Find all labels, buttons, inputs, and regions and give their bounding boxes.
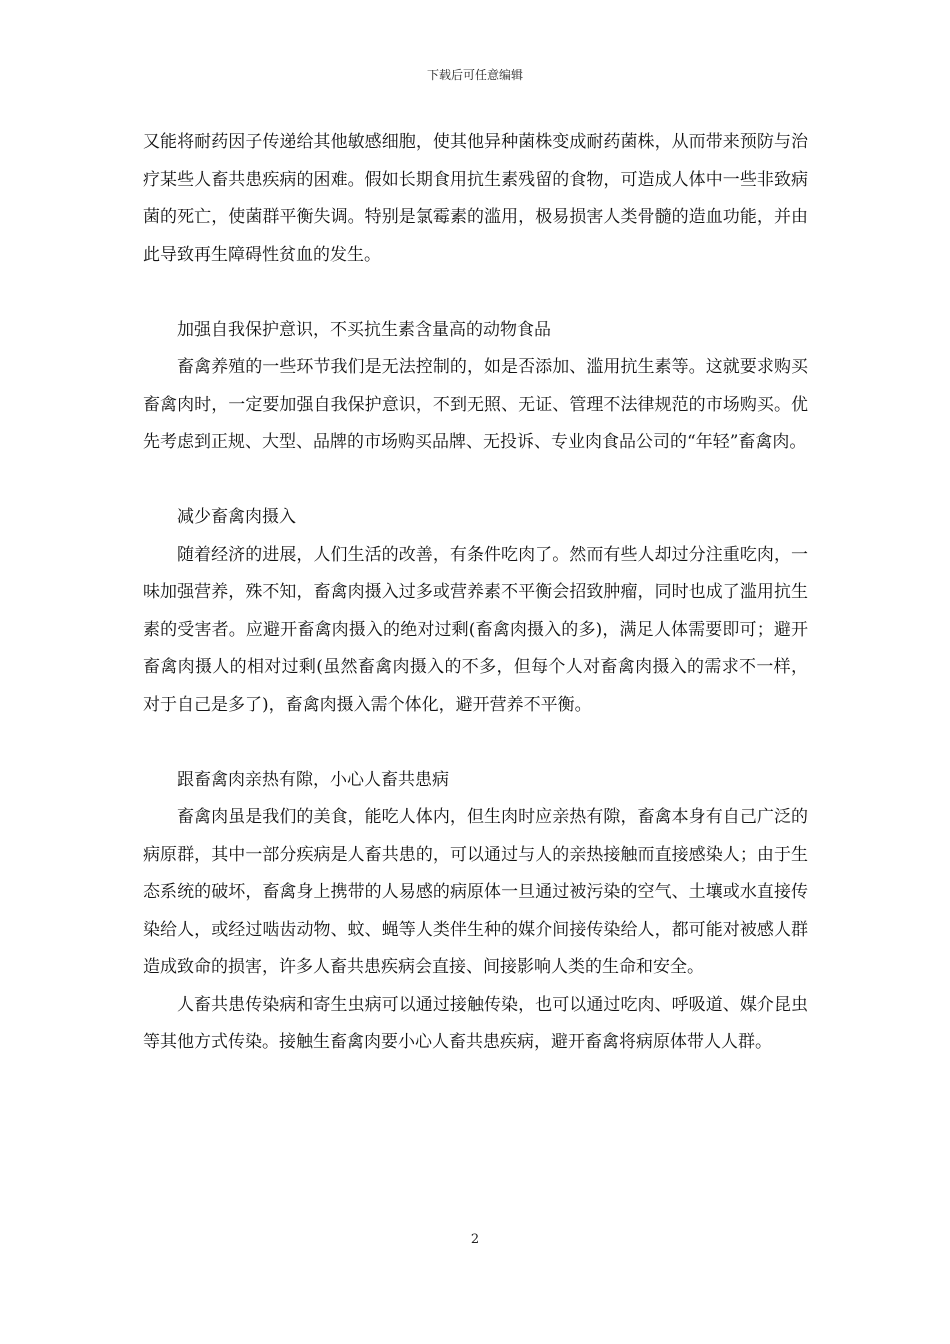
paragraph-transmission: 人畜共患传染病和寄生虫病可以通过接触传染，也可以通过吃肉、呼吸道、媒介昆虫等其他方式传染。接触生畜禽肉要小心人畜共患疾病，避开畜禽将病原体带人人群。	[143, 994, 808, 1052]
document-body	[143, 124, 808, 1062]
section-heading-zoonosis: 跟畜禽肉亲热有隙，小心人畜共患病	[177, 769, 449, 790]
paragraph-self-protection: 畜禽养殖的一些环节我们是无法控制的，如是否添加、滥用抗生素等。这就要求购买畜禽肉时，一定要加强自我保护意识，不到无照、无证、管理不法律规范的市场购买。优先考虑到正规、大型、品牌的市场购买品牌、无投诉、专业肉食品公司的“年轻”畜禽肉。	[143, 357, 808, 452]
paragraph-continuation: 又能将耐药因子传递给其他敏感细胞，使其他异种菌株变成耐药菌株，从而带来预防与治疗某些人畜共患疾病的困难。假如长期食用抗生素残留的食物，可造成人体中一些非致病菌的死亡，使菌群平衡失调。特别是氯霉素的滥用，极易损害人类骨髓的造血功能，并由此导致再生障碍性贫血的发生。	[143, 132, 808, 265]
page-number: 2	[470, 1232, 480, 1247]
page-header: 下载后可任意编辑	[426, 68, 523, 82]
section-heading-self-protection: 加强自我保护意识，不买抗生素含量高的动物食品	[177, 319, 551, 340]
section-heading-reduce-intake: 减少畜禽肉摄入	[177, 507, 296, 527]
paragraph-zoonosis: 畜禽肉虽是我们的美食，能吃人体内，但生肉时应亲热有隙，畜禽本身有自己广泛的病原群，其中一部分疾病是人畜共患的，可以通过与人的亲热接触而直接感染人；由于生态系统的破坏，畜禽身上携带的人易感的病原体一旦通过被污染的空气、土壤或水直接传染给人，或经过啮齿动物、蚊、蝇等人类伴生种的媒介间接传染给人，都可能对被感人群造成致命的损害，许多人畜共患疾病会直接、间接影响人类的生命和安全。	[143, 807, 808, 977]
paragraph-reduce-intake: 随着经济的进展，人们生活的改善，有条件吃肉了。然而有些人却过分注重吃肉，一味加强营养，殊不知，畜禽肉摄入过多或营养素不平衡会招致肿瘤，同时也成了滥用抗生素的受害者。应避开畜禽肉摄入的绝对过剩(畜禽肉摄入的多)，满足人体需要即可；避开畜禽肉摄人的相对过剩(虽然畜禽肉摄入的不多，但每个人对畜禽肉摄入的需求不一样，对于自己是多了)，畜禽肉摄入需个体化，避开营养不平衡。	[143, 544, 808, 715]
